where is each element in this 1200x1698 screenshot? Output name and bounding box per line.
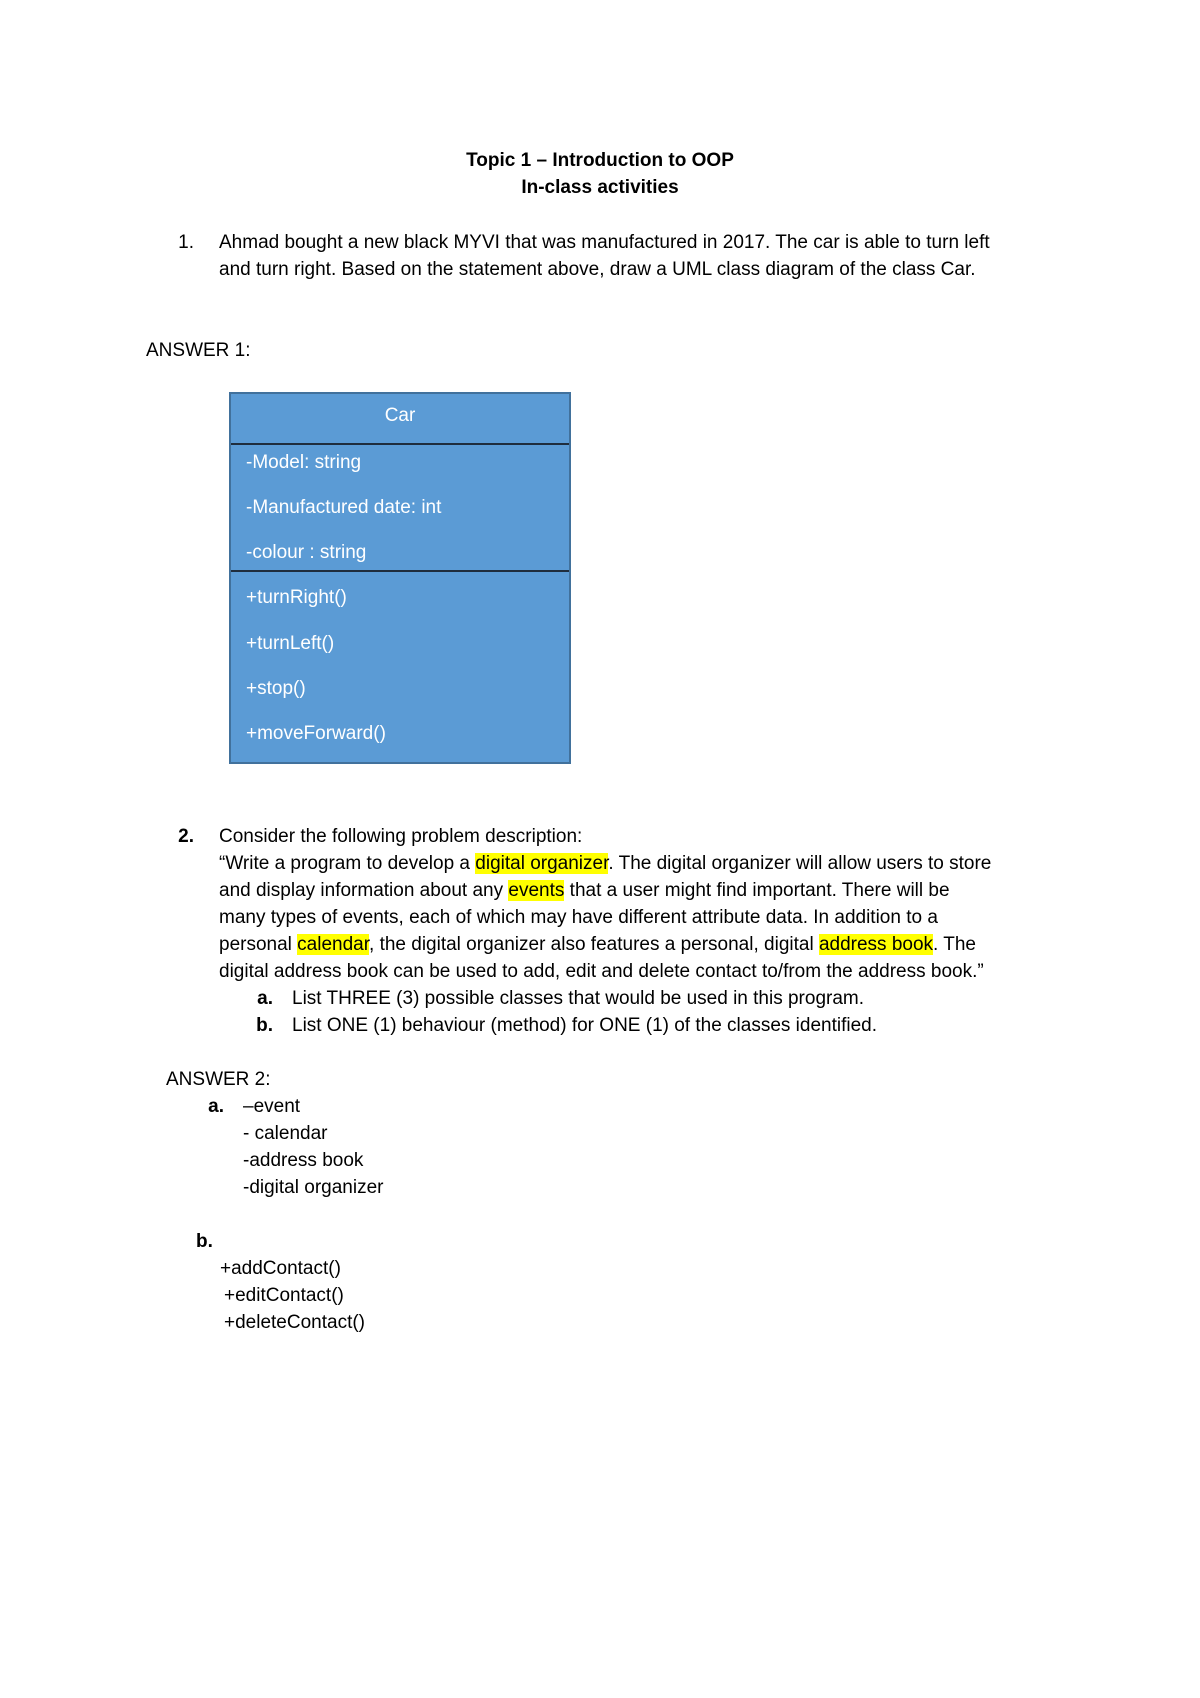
question2-line2 [219,877,950,904]
uml-method: +stop() [246,678,306,699]
question2-line3: many types of events, each of which may have different attribute data. In addition to a [219,907,938,928]
highlight-calendar: calendar [297,934,370,955]
uml-attribute: -Model: string [246,452,362,473]
answer2-class-item: -address book [243,1150,364,1171]
uml-attribute: -Manufactured date: int [246,497,442,518]
question2-line5: digital address book can be used to add, edit and delete contact to/from the address book.” [219,961,984,982]
question1-number: 1. [178,232,194,253]
question1-line2: and turn right. Based on the statement above, draw a UML class diagram of the class Car. [219,259,976,280]
question2-number: 2. [178,826,194,847]
uml-method: +turnRight() [246,587,347,608]
uml-attribute: -colour : string [246,542,367,563]
highlight-digital-organizer: digital organizer [475,853,609,874]
answer2-label: ANSWER 2: [166,1069,271,1090]
answer2-part-b-label: b. [196,1231,213,1252]
answer1-label: ANSWER 1: [146,340,251,361]
uml-divider-methods [231,570,569,572]
uml-method: +moveForward() [246,723,386,744]
answer2-class-item: -digital organizer [243,1177,384,1198]
text-run: , the digital organizer also features a personal, digital [369,934,819,955]
text-run: . The digital organizer will allow users to store [608,853,992,874]
answer2-method-item: +editContact() [224,1285,344,1306]
answer2-class-item: - calendar [243,1123,328,1144]
text-run: personal [219,934,298,955]
text-run: and display information about any [219,880,509,901]
text-run: “Write a program to develop a [219,853,476,874]
question2-sub-b-text: List ONE (1) behaviour (method) for ONE (1) of the classes identified. [292,1015,878,1036]
uml-method: +turnLeft() [246,633,335,654]
uml-class-car [229,392,571,764]
highlight-address-book: address book [818,934,934,955]
uml-divider-attributes [231,443,569,445]
text-run: . The [933,934,976,955]
question2-line1 [219,850,991,877]
question2-sub-b-label: b. [256,1015,273,1036]
question2-sub-a-text: List THREE (3) possible classes that would be used in this program. [292,988,865,1009]
question2-sub-a-label: a. [257,988,273,1009]
question1-line1: Ahmad bought a new black MYVI that was manufactured in 2017. The car is able to turn left [219,232,990,253]
highlight-events: events [508,880,565,901]
answer2-part-a-label: a. [208,1096,224,1117]
uml-class-name: Car [384,405,416,426]
answer2-method-item: +deleteContact() [224,1312,365,1333]
text-run: that a user might find important. There will be [564,880,950,901]
question2-intro: Consider the following problem description: [219,826,583,847]
answer2-class-item: –event [243,1096,301,1117]
answer2-method-item: +addContact() [220,1258,341,1279]
page-subtitle: In-class activities [521,177,679,198]
page-title: Topic 1 – Introduction to OOP [466,150,734,171]
question2-line4 [219,931,976,958]
